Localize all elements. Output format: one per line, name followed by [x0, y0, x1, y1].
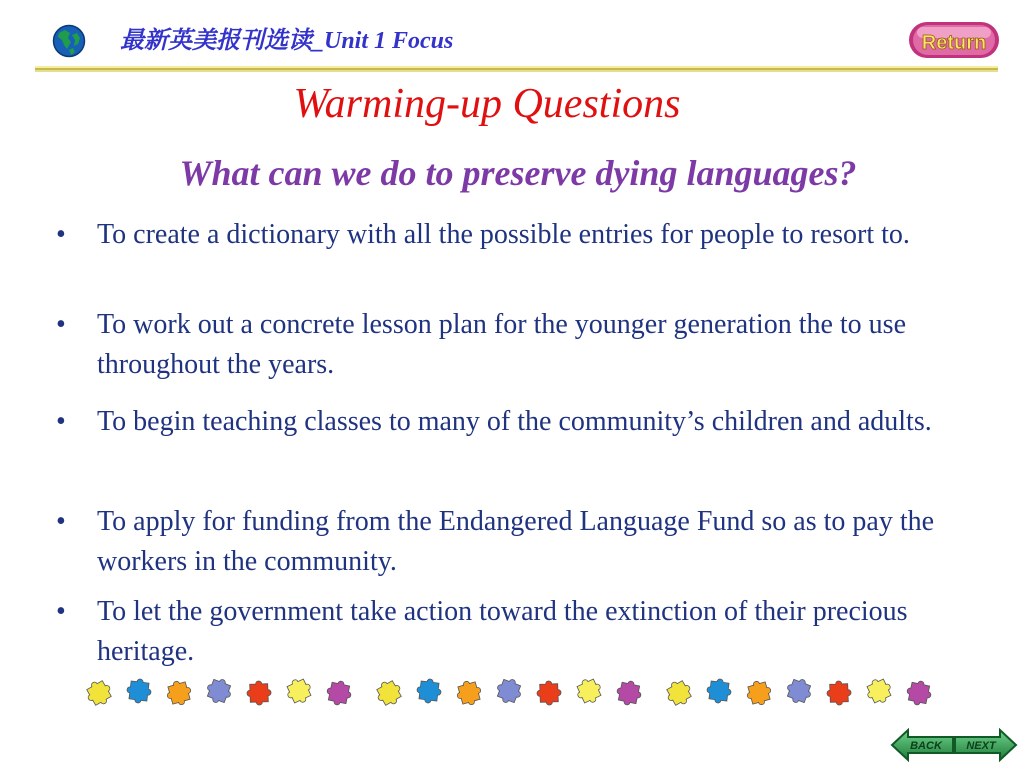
bullet-icon: •	[56, 596, 66, 627]
list-item	[56, 592, 976, 672]
return-button[interactable]	[908, 20, 1000, 60]
list-item	[56, 305, 976, 385]
bullet-text: To begin teaching classes to many of the community’s children and adults.	[97, 406, 932, 437]
bullet-icon: •	[56, 506, 66, 537]
puzzle-piece-icon	[615, 679, 643, 707]
back-button[interactable]	[892, 730, 953, 760]
list-item	[56, 502, 976, 582]
bullet-text: To let the government take action toward the extinction of their precious heritage.	[97, 596, 908, 667]
puzzle-piece-icon	[373, 677, 406, 710]
puzzle-piece-icon	[203, 675, 234, 706]
puzzle-strip	[82, 672, 948, 710]
question-heading: What can we do to preserve dying languages?	[179, 153, 857, 193]
navigation-buttons	[890, 726, 1018, 764]
header-divider	[35, 66, 998, 72]
puzzle-piece-icon	[493, 675, 524, 706]
puzzle-piece-icon	[325, 679, 353, 707]
puzzle-piece-icon	[247, 681, 272, 706]
list-item	[56, 215, 976, 255]
puzzle-piece-icon	[416, 678, 443, 705]
puzzle-piece-icon	[905, 679, 933, 707]
puzzle-piece-icon	[783, 675, 814, 706]
puzzle-piece-icon	[283, 675, 315, 707]
return-label: Return	[921, 32, 987, 54]
header-title: 最新英美报刊选读_Unit 1 Focus	[120, 28, 454, 54]
list-item	[56, 397, 976, 447]
puzzle-piece-icon	[744, 678, 774, 708]
puzzle-piece-icon	[454, 678, 484, 708]
bullet-icon: •	[56, 219, 66, 250]
next-button[interactable]	[955, 730, 1016, 760]
bullet-text: To create a dictionary with all the possible entries for people to resort to.	[97, 219, 910, 250]
globe-icon	[52, 24, 86, 58]
bullet-text: To work out a concrete lesson plan for the younger generation the to use throughout the years.	[97, 309, 907, 380]
bullet-text: To apply for funding from the Endangered Language Fund so as to pay the workers in the community.	[97, 506, 935, 577]
next-label: NEXT	[966, 740, 996, 752]
puzzle-piece-icon	[827, 681, 852, 706]
puzzle-piece-icon	[83, 677, 116, 710]
puzzle-piece-icon	[663, 677, 696, 710]
puzzle-piece-icon	[706, 678, 733, 705]
puzzle-piece-icon	[126, 678, 153, 705]
puzzle-piece-icon	[863, 675, 895, 707]
slide-title: Warming-up Questions	[293, 81, 681, 127]
bullet-icon: •	[56, 406, 66, 437]
puzzle-piece-icon	[537, 681, 562, 706]
puzzle-piece-icon	[573, 675, 605, 707]
bullet-icon: •	[56, 309, 66, 340]
puzzle-piece-icon	[164, 678, 194, 708]
back-label: BACK	[910, 740, 942, 752]
